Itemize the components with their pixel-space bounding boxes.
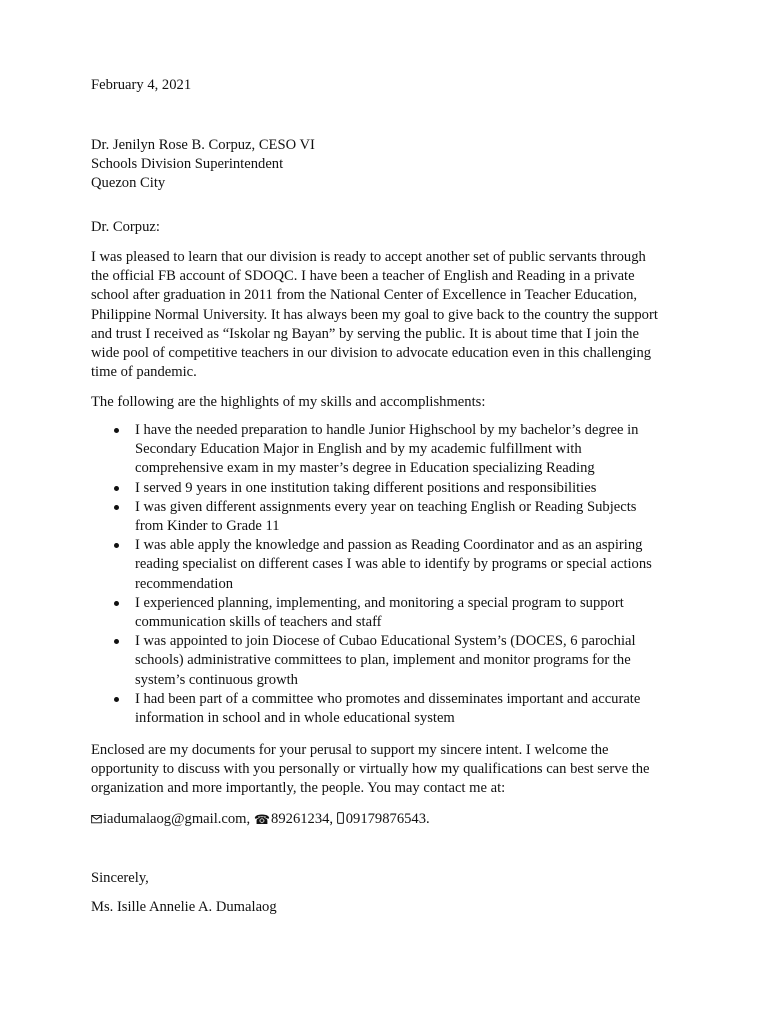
- paragraph-line: and trust I received as “Iskolar ng Bayan” by serving the public. It is about time that I join the: [91, 325, 639, 342]
- letter-date: February 4, 2021: [91, 77, 192, 93]
- paragraph-line: Philippine Normal University. It has always been my goal to give back to the country the support: [91, 306, 658, 323]
- list-item-line: schools) administrative committees to plan, implement and monitor programs for the: [135, 652, 631, 669]
- list-item-line: I served 9 years in one institution taking different positions and responsibilities: [135, 479, 597, 496]
- list-item-line: system’s continuous growth: [135, 671, 298, 688]
- list-item-line: I had been part of a committee who promotes and disseminates important and accurate: [135, 690, 641, 707]
- intro-paragraph: [91, 248, 691, 382]
- paragraph-line: school after graduation in 2011 from the National Center of Excellence in Teacher Education,: [91, 287, 638, 304]
- list-item-line: I was appointed to join Diocese of Cubao Educational System’s (DOCES, 6 parochial: [135, 633, 636, 650]
- list-item-line: I was given different assignments every year on teaching English or Reading Subjects: [135, 498, 637, 515]
- paragraph-line: organization and more importantly, the people. You may contact me at:: [91, 780, 506, 797]
- paragraph-line: I was pleased to learn that our division is ready to accept another set of public servants through: [91, 249, 646, 265]
- list-item-line: reading specialist on different cases I was able to identify by programs or special actions: [135, 556, 652, 573]
- signature-name: Ms. Isille Annelie A. Dumalaog: [91, 899, 277, 915]
- valediction: Sincerely,: [91, 870, 149, 886]
- salutation: Dr. Corpuz:: [91, 219, 160, 235]
- email-icon: [91, 813, 102, 824]
- list-item-line: communication skills of teachers and staff: [135, 614, 382, 631]
- recipient-address: [91, 136, 691, 194]
- list-item: [91, 594, 691, 632]
- paragraph-line: opportunity to discuss with you personally or virtually how my qualifications can best serve the: [91, 761, 650, 778]
- list-item-line: comprehensive exam in my master’s degree in Education specializing Reading: [135, 460, 595, 477]
- closing-paragraph: [91, 741, 691, 799]
- list-item: [91, 421, 691, 479]
- list-item: [91, 498, 691, 536]
- list-item-line: Secondary Education Major in English and by my academic fulfillment with: [135, 441, 582, 458]
- recipient-name: Dr. Jenilyn Rose B. Corpuz, CESO VI: [91, 137, 315, 153]
- phone-icon: ☎: [253, 812, 271, 827]
- list-item: [91, 479, 691, 498]
- list-item-line: I was able apply the knowledge and passion as Reading Coordinator and as an aspiring: [135, 537, 643, 554]
- list-item: [91, 536, 691, 594]
- highlights-list: [91, 421, 691, 728]
- list-item-line: recommendation: [135, 575, 234, 592]
- paragraph-line: the official FB account of SDOQC. I have been a teacher of English and Reading in a private: [91, 268, 635, 285]
- paragraph-line: wide pool of competitive teachers in our division to advocate education even in this challenging: [91, 345, 652, 362]
- recipient-position: Schools Division Superintendent: [91, 156, 284, 173]
- list-item-line: I experienced planning, implementing, and monitoring a special program to support: [135, 594, 624, 611]
- highlights-intro: The following are the highlights of my skills and accomplishments:: [91, 394, 486, 410]
- list-item: [91, 690, 691, 728]
- paragraph-line: time of pandemic.: [91, 364, 197, 381]
- mobile-phone-icon: [337, 812, 344, 824]
- contact-line: [91, 810, 691, 829]
- paragraph-line: Enclosed are my documents for your perusal to support my sincere intent. I welcome the: [91, 742, 609, 758]
- contact-mobile[interactable]: 09179876543.: [345, 811, 430, 827]
- recipient-city: Quezon City: [91, 175, 166, 192]
- contact-email[interactable]: iadumalaog@gmail.com,: [103, 811, 251, 827]
- list-item: [91, 632, 691, 690]
- contact-phone[interactable]: 89261234,: [271, 811, 334, 827]
- list-item-line: information in school and in whole educational system: [135, 710, 455, 727]
- list-item-line: I have the needed preparation to handle Junior Highschool by my bachelor’s degree in: [135, 422, 639, 438]
- list-item-line: from Kinder to Grade 11: [135, 518, 280, 535]
